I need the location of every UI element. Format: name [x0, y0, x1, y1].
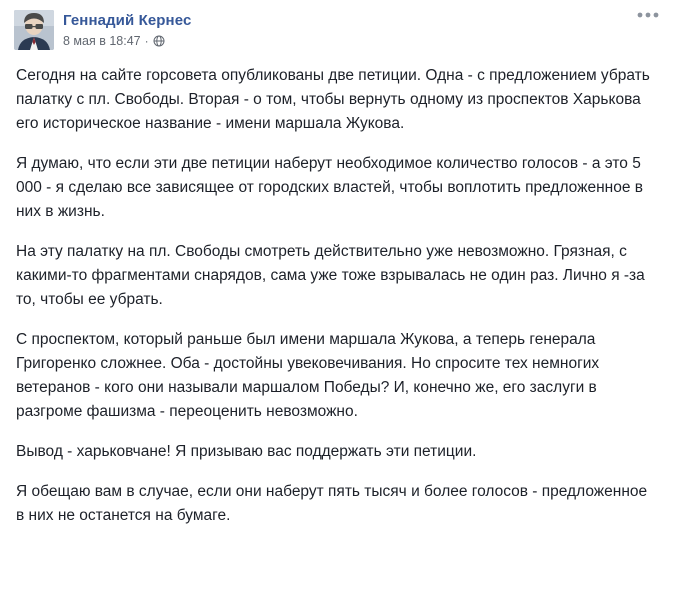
- post-paragraph: На эту палатку на пл. Свободы смотреть действительно уже невозможно. Грязная, с какими-то фрагментами снарядов, сама уже тоже взрывалась не один раз. Лично я -за то, чтобы ее убрать.: [16, 243, 645, 308]
- post-timestamp[interactable]: 8 мая в 18:47: [63, 34, 141, 48]
- post-paragraph: Я обещаю вам в случае, если они наберут пять тысяч и более голосов - предложенное в них не останется на бумаге.: [16, 483, 648, 524]
- post-paragraph: С проспектом, который раньше был имени маршала Жукова, а теперь генерала Григоренко сложнее. Оба - достойны увековечивания. Но спросите тех немногих ветеранов - кого они называли маршалом Победы? И, конечно же, его заслуги в разгроме фашизма - переоценить невозможно.: [16, 331, 600, 420]
- post-options-menu[interactable]: [637, 12, 659, 18]
- post-header-text: [63, 10, 191, 49]
- post-header: [14, 10, 661, 54]
- post-author-name[interactable]: Геннадий Кернес: [63, 12, 192, 29]
- meta-separator: ·: [144, 34, 149, 48]
- post-meta: [63, 33, 191, 49]
- post-paragraph: Сегодня на сайте горсовета опубликованы две петиции. Одна - с предложением убрать палатку с пл. Свободы. Вторая - о том, чтобы вернуть одному из проспектов Харькова его историческое название - имени маршала Жукова.: [16, 67, 650, 132]
- avatar[interactable]: [14, 10, 54, 50]
- post-paragraph: Я думаю, что если эти две петиции наберут необходимое количество голосов - а это 5 000 - я сделаю все зависящее от городских властей, чтобы воплотить предложенное в них в жизнь.: [16, 155, 644, 220]
- post-body: [14, 54, 661, 528]
- post-paragraph: Вывод - харьковчане! Я призываю вас поддержать эти петиции.: [16, 443, 477, 460]
- globe-icon[interactable]: [153, 35, 165, 47]
